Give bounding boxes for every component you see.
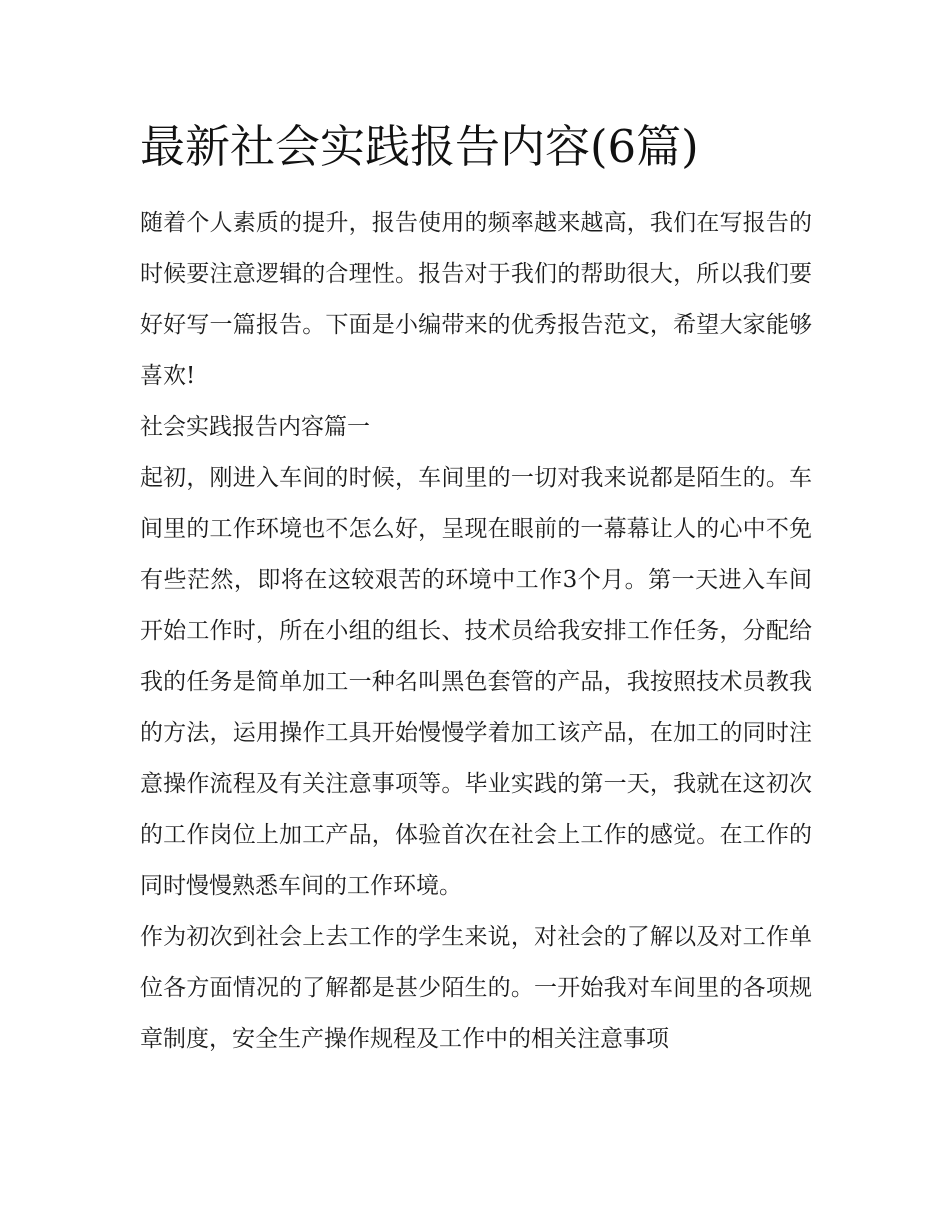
- document-title: 最新社会实践报告内容(6篇): [140, 120, 699, 173]
- body-paragraph: 起初，刚进入车间的时候，车间里的一切对我来说都是陌生的。车间里的工作环境也不怎么好，呈现在眼前的一幕幕让人的心中不免有些茫然，即将在这较艰苦的环境中工作3个月。第一天进入车间开始工作时，所在小组的组长、技术员给我安排工作任务，分配给我的任务是简单加工一种名叫黑色套管的产品，我按照技术员教我的方法，运用操作工具开始慢慢学着加工该产品，在加工的同时注意操作流程及有关注意事项等。毕业实践的第一天，我就在这初次的工作岗位上加工产品，体验首次在社会上工作的感觉。在工作的同时慢慢熟悉车间的工作环境。: [140, 465, 812, 899]
- body-paragraph: 作为初次到社会上去工作的学生来说，对社会的了解以及对工作单位各方面情况的了解都是甚少陌生的。一开始我对车间里的各项规章制度，安全生产操作规程及工作中的相关注意事项: [140, 924, 812, 1052]
- section-heading: 社会实践报告内容篇一: [140, 414, 370, 440]
- document-body: [140, 198, 812, 1065]
- intro-paragraph: 随着个人素质的提升，报告使用的频率越来越高，我们在写报告的时候要注意逻辑的合理性。报告对于我们的帮助很大，所以我们要好好写一篇报告。下面是小编带来的优秀报告范文，希望大家能够喜欢!: [140, 210, 812, 389]
